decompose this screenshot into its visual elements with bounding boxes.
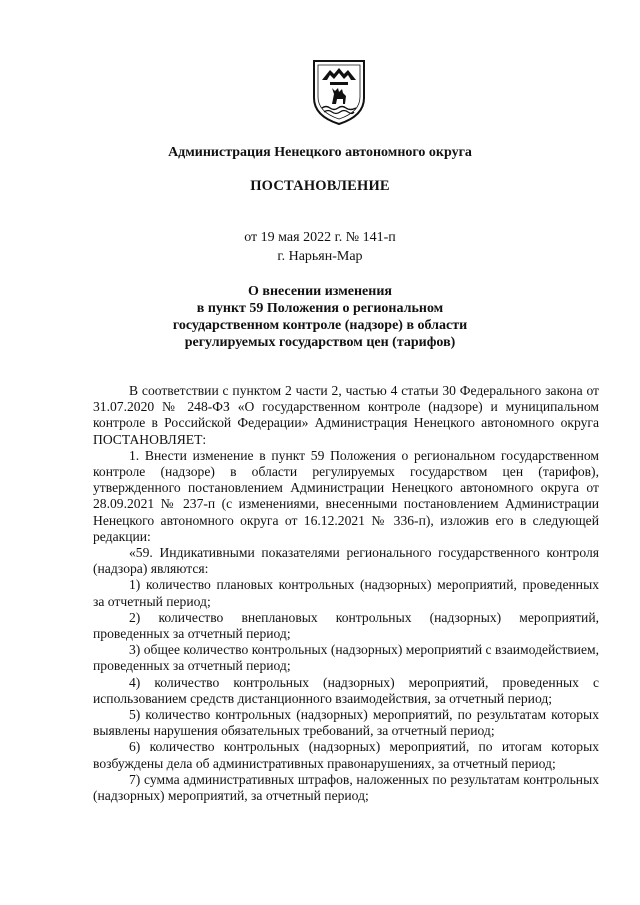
indicator-item: 7) сумма административных штрафов, наложенных по результатам контрольных (надзорных) мероприятий, за отчетный период; xyxy=(93,771,599,804)
title-line: регулируемых государством цен (тарифов) xyxy=(184,335,456,350)
coat-of-arms-emblem xyxy=(310,58,368,126)
document-type: ПОСТАНОВЛЕНИЕ xyxy=(250,178,390,194)
indicator-item: 2) количество внеплановых контрольных (надзорных) мероприятий, проведенных за отчетный период; xyxy=(93,609,599,642)
indicator-item: 3) общее количество контрольных (надзорных) мероприятий с взаимодействием, проведенных за отчетный период; xyxy=(93,642,599,674)
organization-name: Администрация Ненецкого автономного округа xyxy=(168,145,472,160)
document-date-number: от 19 мая 2022 г. № 141-п xyxy=(244,230,396,245)
preamble-paragraph: В соответствии с пунктом 2 части 2, частью 4 статьи 30 Федерального закона от 31.07.2020 № 248-ФЗ «О государственном контроле (надзоре) и муниципальном контроле в Российской Федерации» Администрация Ненецкого автономного округа ПОСТАНОВЛЯЕТ: xyxy=(93,383,599,447)
quote-intro-paragraph: «59. Индикативными показателями регионального государственного контроля (надзора) являются: xyxy=(93,545,599,577)
title-line: в пункт 59 Положения о региональном xyxy=(196,301,444,316)
title-line: О внесении изменения xyxy=(248,284,392,299)
indicator-item: 5) количество контрольных (надзорных) мероприятий, по результатам которых выявлены нарушения обязательных требований, за отчетный период; xyxy=(93,707,599,739)
item-1-paragraph: 1. Внести изменение в пункт 59 Положения о региональном государственном контроле (надзоре) в области регулируемых государством цен (тарифов), утвержденного постановлением Администрации Ненецкого автономного округа от 28.09.2021 № 237-п (с изменениями, внесенными постановлением Администрации Ненецкого автономного округа от 16.12.2021 № 336-п), изложив его в следующей редакции: xyxy=(93,447,599,544)
document-city: г. Нарьян-Мар xyxy=(277,249,363,264)
title-line: государственном контроле (надзоре) в области xyxy=(172,318,468,333)
indicator-item: 4) количество контрольных (надзорных) мероприятий, проведенных с использованием средств дистанционного взаимодействия, за отчетный период; xyxy=(93,674,599,706)
indicator-item: 6) количество контрольных (надзорных) мероприятий, по итогам которых возбуждены дела об административных правонарушениях, за отчетный период; xyxy=(93,739,599,771)
document-body xyxy=(93,383,599,804)
indicator-item: 1) количество плановых контрольных (надзорных) мероприятий, проведенных за отчетный период; xyxy=(93,577,599,609)
document-title xyxy=(0,283,640,351)
